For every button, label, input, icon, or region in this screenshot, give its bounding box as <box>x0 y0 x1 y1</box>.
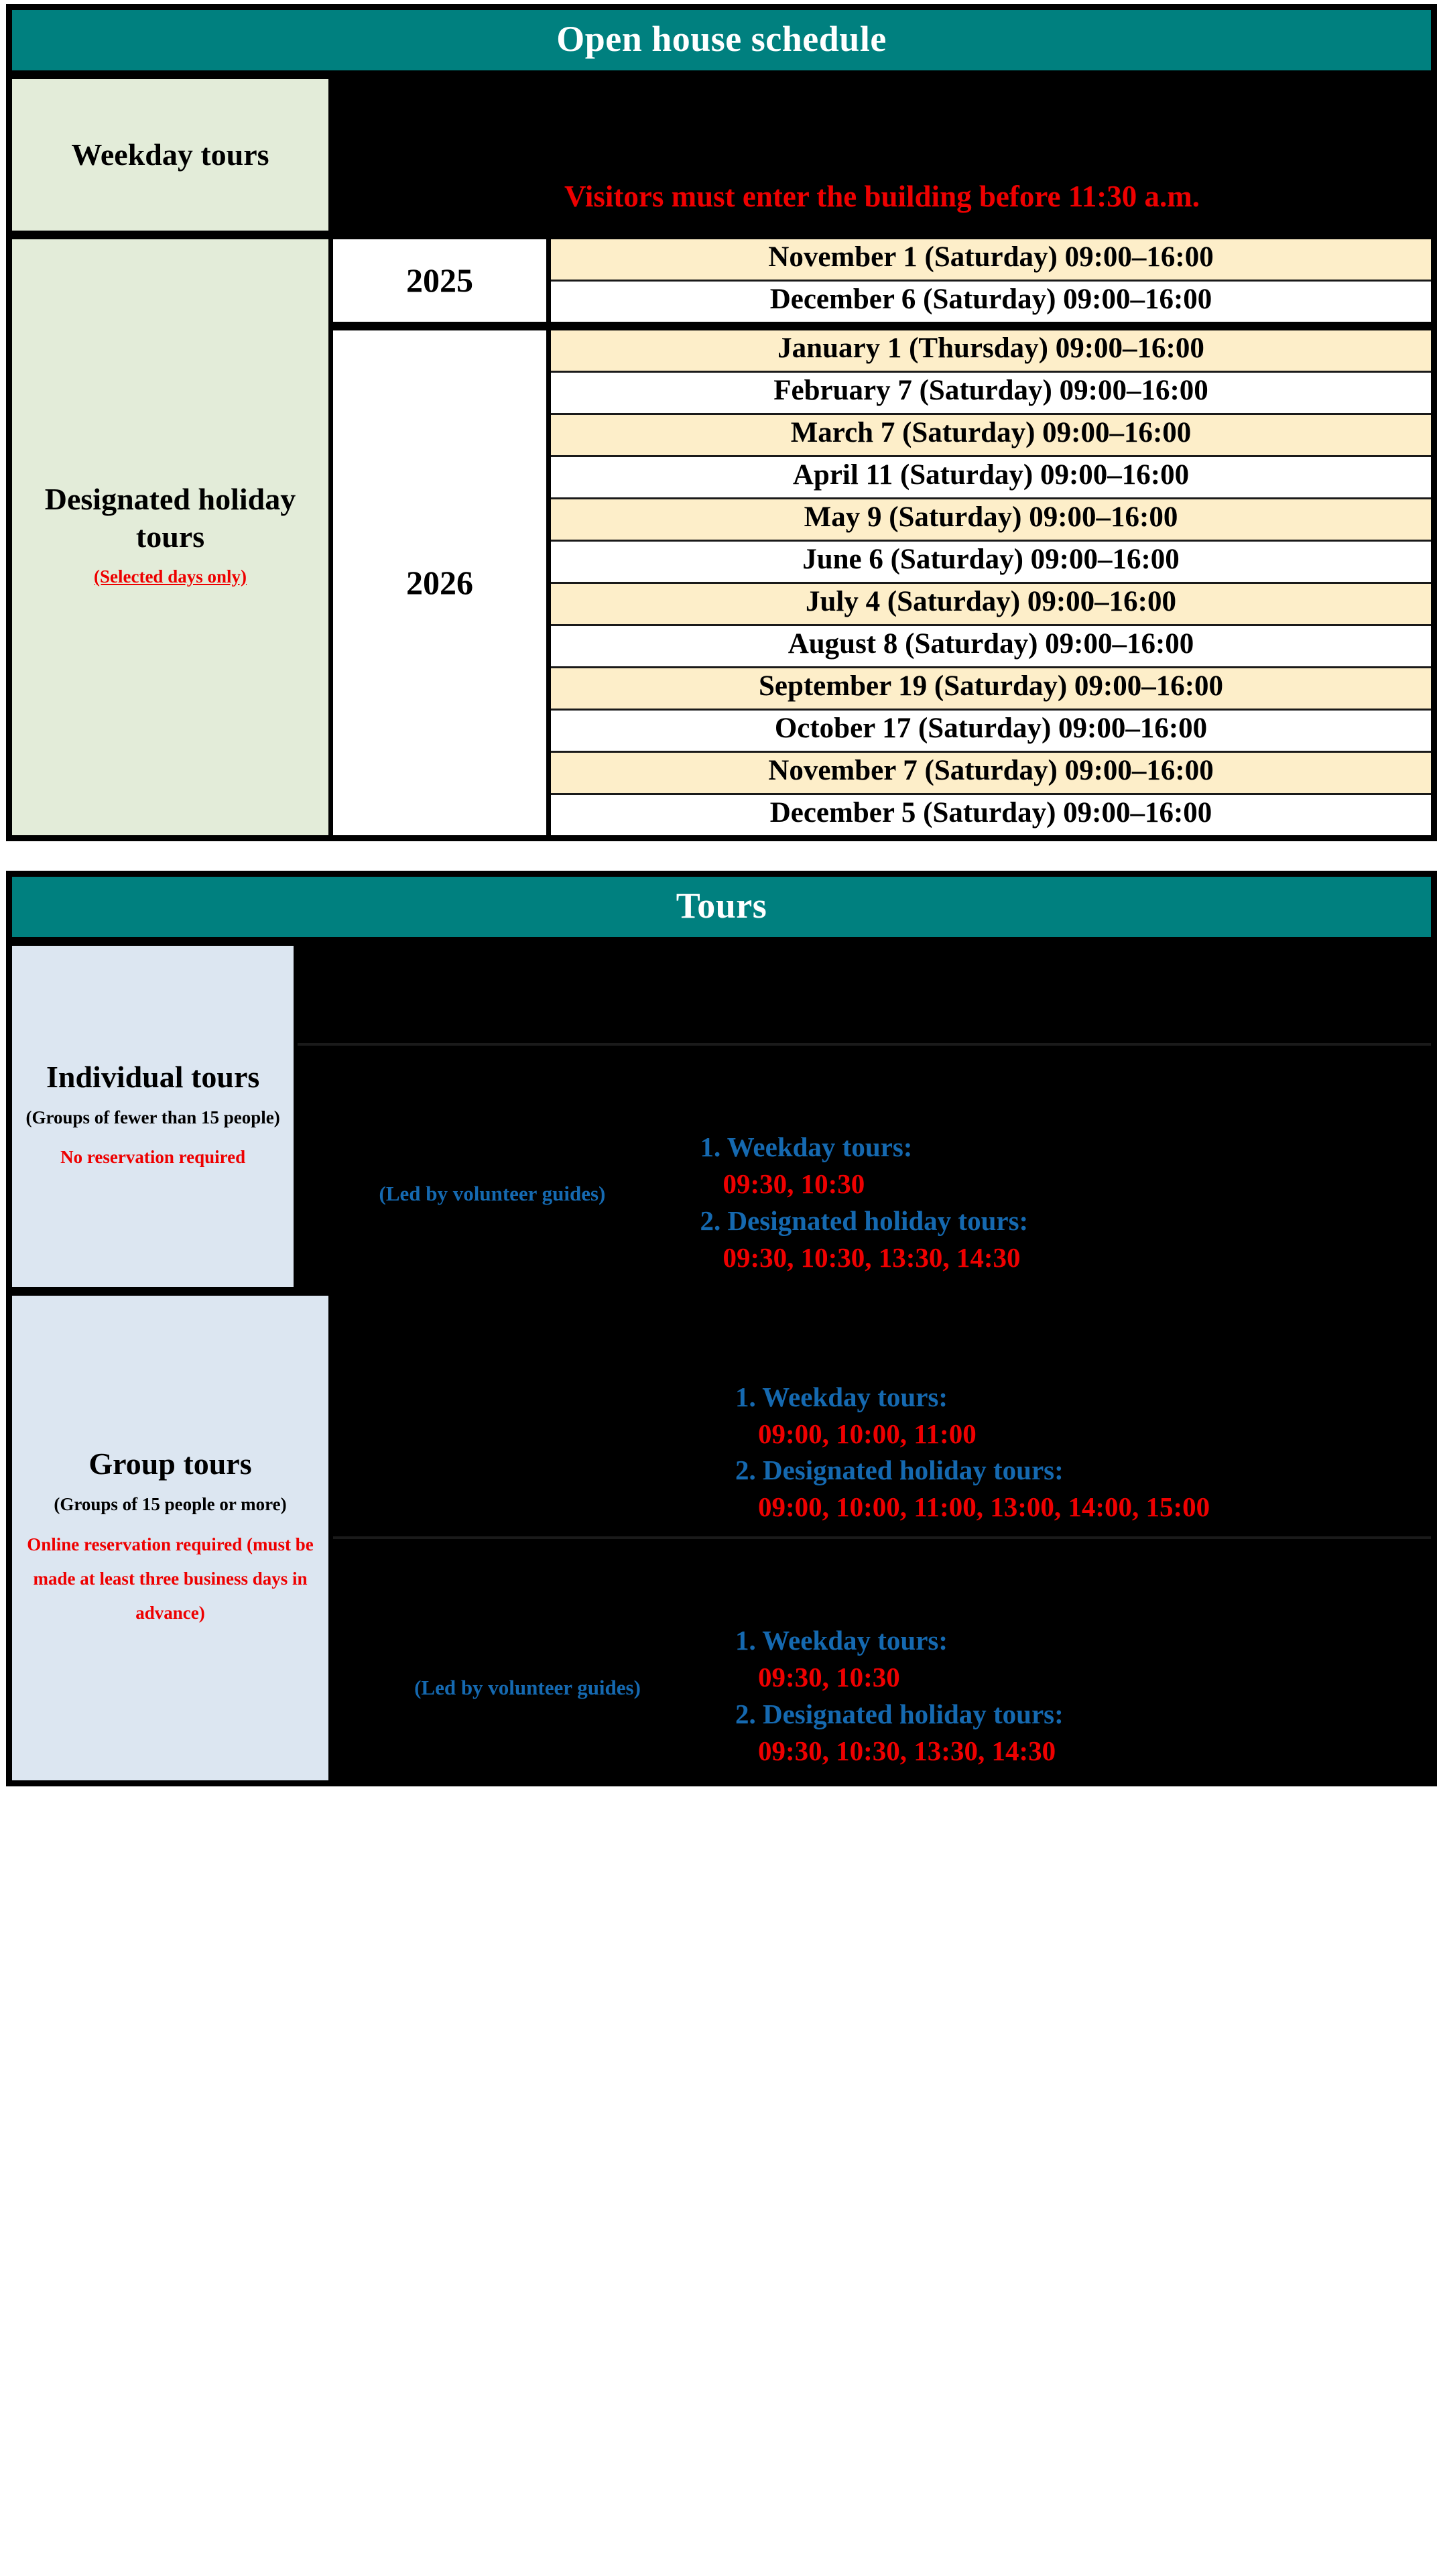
weekday-tours-label <box>12 79 328 231</box>
group-tours-row <box>12 1296 1431 1780</box>
holiday-tours-item: 2. Designated holiday tours: <box>735 1455 1064 1486</box>
holiday-date-row: May 9 (Saturday) 09:00–16:00 <box>551 499 1431 540</box>
weekday-tours-row <box>12 79 1431 231</box>
individual-tours-label <box>12 946 294 1286</box>
weekday-tours-hours <box>333 79 1431 231</box>
tours-table <box>6 871 1437 1786</box>
individual-tours-row <box>12 946 1431 1286</box>
year-2025-dates <box>551 239 1431 322</box>
time-slots-heading: Time slots <box>735 1307 855 1339</box>
tour-type-details <box>689 1046 1431 1287</box>
tour-type-name <box>298 1046 686 1287</box>
weekday-tours-item: 1. Weekday tours: <box>735 1381 948 1412</box>
divider-thick <box>12 70 1431 79</box>
weekday-tours-label-text: Weekday tours <box>71 137 269 172</box>
tour-type-name <box>333 1296 722 1537</box>
holiday-date-row: January 1 (Thursday) 09:00–16:00 <box>551 330 1431 371</box>
weekday-tours-times: 09:30, 10:30 <box>758 1662 900 1693</box>
holiday-date-row: February 7 (Saturday) 09:00–16:00 <box>551 373 1431 413</box>
holiday-tours-note: (Selected days only) <box>94 566 247 587</box>
column-divider <box>546 239 551 322</box>
weekday-tours-item: 1. Weekday tours: <box>700 1131 913 1162</box>
holiday-year-block <box>333 239 1431 322</box>
holiday-date-row: October 17 (Saturday) 09:00–16:00 <box>551 711 1431 751</box>
individual-tours-size-note: (Groups of fewer than 15 people) <box>25 1107 280 1127</box>
time-slots-capacity: (90 visitors max per time slot) <box>735 1588 1084 1619</box>
holiday-tours-label-text: Designated holiday tours <box>44 481 296 554</box>
tour-type-row <box>298 1046 1431 1287</box>
column-divider <box>328 79 333 231</box>
group-tours-label <box>12 1296 328 1780</box>
schedule-title-row <box>12 10 1431 70</box>
tour-type-row <box>333 1296 1431 1537</box>
weekday-line-2: Visiting hours: 09:00–12:00 <box>704 137 1060 171</box>
tour-type-details <box>725 1539 1431 1780</box>
weekday-tours-item: 1. Weekday tours: <box>735 1625 948 1656</box>
weekday-line-1: Monday to Friday <box>764 94 999 128</box>
open-house-poster <box>0 4 1443 2576</box>
open-house-schedule-table <box>6 4 1437 841</box>
table-gap <box>0 841 1443 871</box>
column-divider <box>546 330 551 835</box>
divider-thick <box>12 231 1431 239</box>
tour-type-name-text: Regular guided tours <box>353 1127 632 1162</box>
holiday-tours-times: 09:30, 10:30, 13:30, 14:30 <box>723 1241 1021 1273</box>
year-label-2026: 2026 <box>333 330 546 835</box>
time-slots-capacity: (120 visitors max per time slot) <box>735 1344 1098 1375</box>
column-divider <box>328 1296 333 1780</box>
holiday-years-container <box>333 239 1431 835</box>
holiday-date-row: August 8 (Saturday) 09:00–16:00 <box>551 626 1431 666</box>
holiday-tours-label <box>12 239 328 835</box>
time-slots-heading: Time slots <box>700 1058 820 1089</box>
tour-type-guide-note: (Led by volunteer guides) <box>414 1675 641 1699</box>
holiday-date-row: November 7 (Saturday) 09:00–16:00 <box>551 753 1431 793</box>
group-tours-size-note: (Groups of 15 people or more) <box>54 1494 287 1515</box>
divider-thick <box>12 937 1431 946</box>
tour-type-guide-note: (Led by volunteer guides) <box>379 1182 606 1206</box>
tour-type-details <box>645 946 1431 1043</box>
tour-type-name <box>333 1539 722 1780</box>
holiday-year-block <box>333 330 1431 835</box>
group-tours-reservation-note: Online reservation required (must be made at least three business days in advance) <box>27 1534 314 1623</box>
divider-thick <box>12 1287 1431 1296</box>
year-label-2025: 2025 <box>333 239 546 322</box>
holiday-date-row: September 19 (Saturday) 09:00–16:00 <box>551 668 1431 709</box>
schedule-title: Open house schedule <box>12 10 1431 70</box>
group-tours-label-text: Group tours <box>88 1447 252 1481</box>
holiday-date-row: December 6 (Saturday) 09:00–16:00 <box>551 282 1431 322</box>
tour-type-name-text: Self-guided group tours <box>371 1398 684 1433</box>
year-2026-dates <box>551 330 1431 835</box>
time-slots-capacity: (30 visitors max per time slot) <box>700 1095 1049 1126</box>
holiday-date-row: April 11 (Saturday) 09:00–16:00 <box>551 457 1431 497</box>
individual-tours-types <box>298 946 1431 1286</box>
individual-tours-label-text: Individual tours <box>46 1059 260 1094</box>
holiday-date-row: November 1 (Saturday) 09:00–16:00 <box>551 239 1431 280</box>
holiday-tours-times: 09:00, 10:00, 11:00, 13:00, 14:00, 15:00 <box>758 1491 1210 1523</box>
holiday-date-row: March 7 (Saturday) 09:00–16:00 <box>551 415 1431 455</box>
weekday-tours-times: 09:00, 10:00, 11:00 <box>758 1418 977 1449</box>
tour-type-details <box>725 1296 1431 1537</box>
holiday-tours-times: 09:30, 10:30, 13:30, 14:30 <box>758 1735 1056 1767</box>
holiday-tours-item: 2. Designated holiday tours: <box>735 1699 1064 1730</box>
holiday-date-row: June 6 (Saturday) 09:00–16:00 <box>551 542 1431 582</box>
group-tours-types <box>333 1296 1431 1780</box>
divider-thick <box>333 322 1431 330</box>
time-slots-heading: Time slots <box>735 1551 855 1583</box>
holiday-tours-item: 2. Designated holiday tours: <box>700 1205 1029 1236</box>
holiday-date-row: December 5 (Saturday) 09:00–16:00 <box>551 795 1431 835</box>
self-guided-individual-instruction: Please line up at the designated entrance for a security check before entry. <box>655 959 1420 1028</box>
tour-type-name-text: Self-guided individual tours <box>324 958 616 1030</box>
tour-type-row <box>333 1539 1431 1780</box>
tours-title-row <box>12 877 1431 937</box>
weekday-warning: Visitors must enter the building before 11:30 a.m. <box>564 180 1200 214</box>
tours-title: Tours <box>12 877 1431 937</box>
holiday-tours-row <box>12 239 1431 835</box>
tour-type-name-text: Guided group tours <box>397 1621 657 1656</box>
tour-type-name <box>298 946 642 1043</box>
column-divider <box>328 239 333 835</box>
holiday-date-row: July 4 (Saturday) 09:00–16:00 <box>551 584 1431 624</box>
individual-tours-reservation-note: No reservation required <box>60 1147 246 1168</box>
weekday-tours-times: 09:30, 10:30 <box>723 1168 865 1199</box>
tour-type-row <box>298 946 1431 1043</box>
